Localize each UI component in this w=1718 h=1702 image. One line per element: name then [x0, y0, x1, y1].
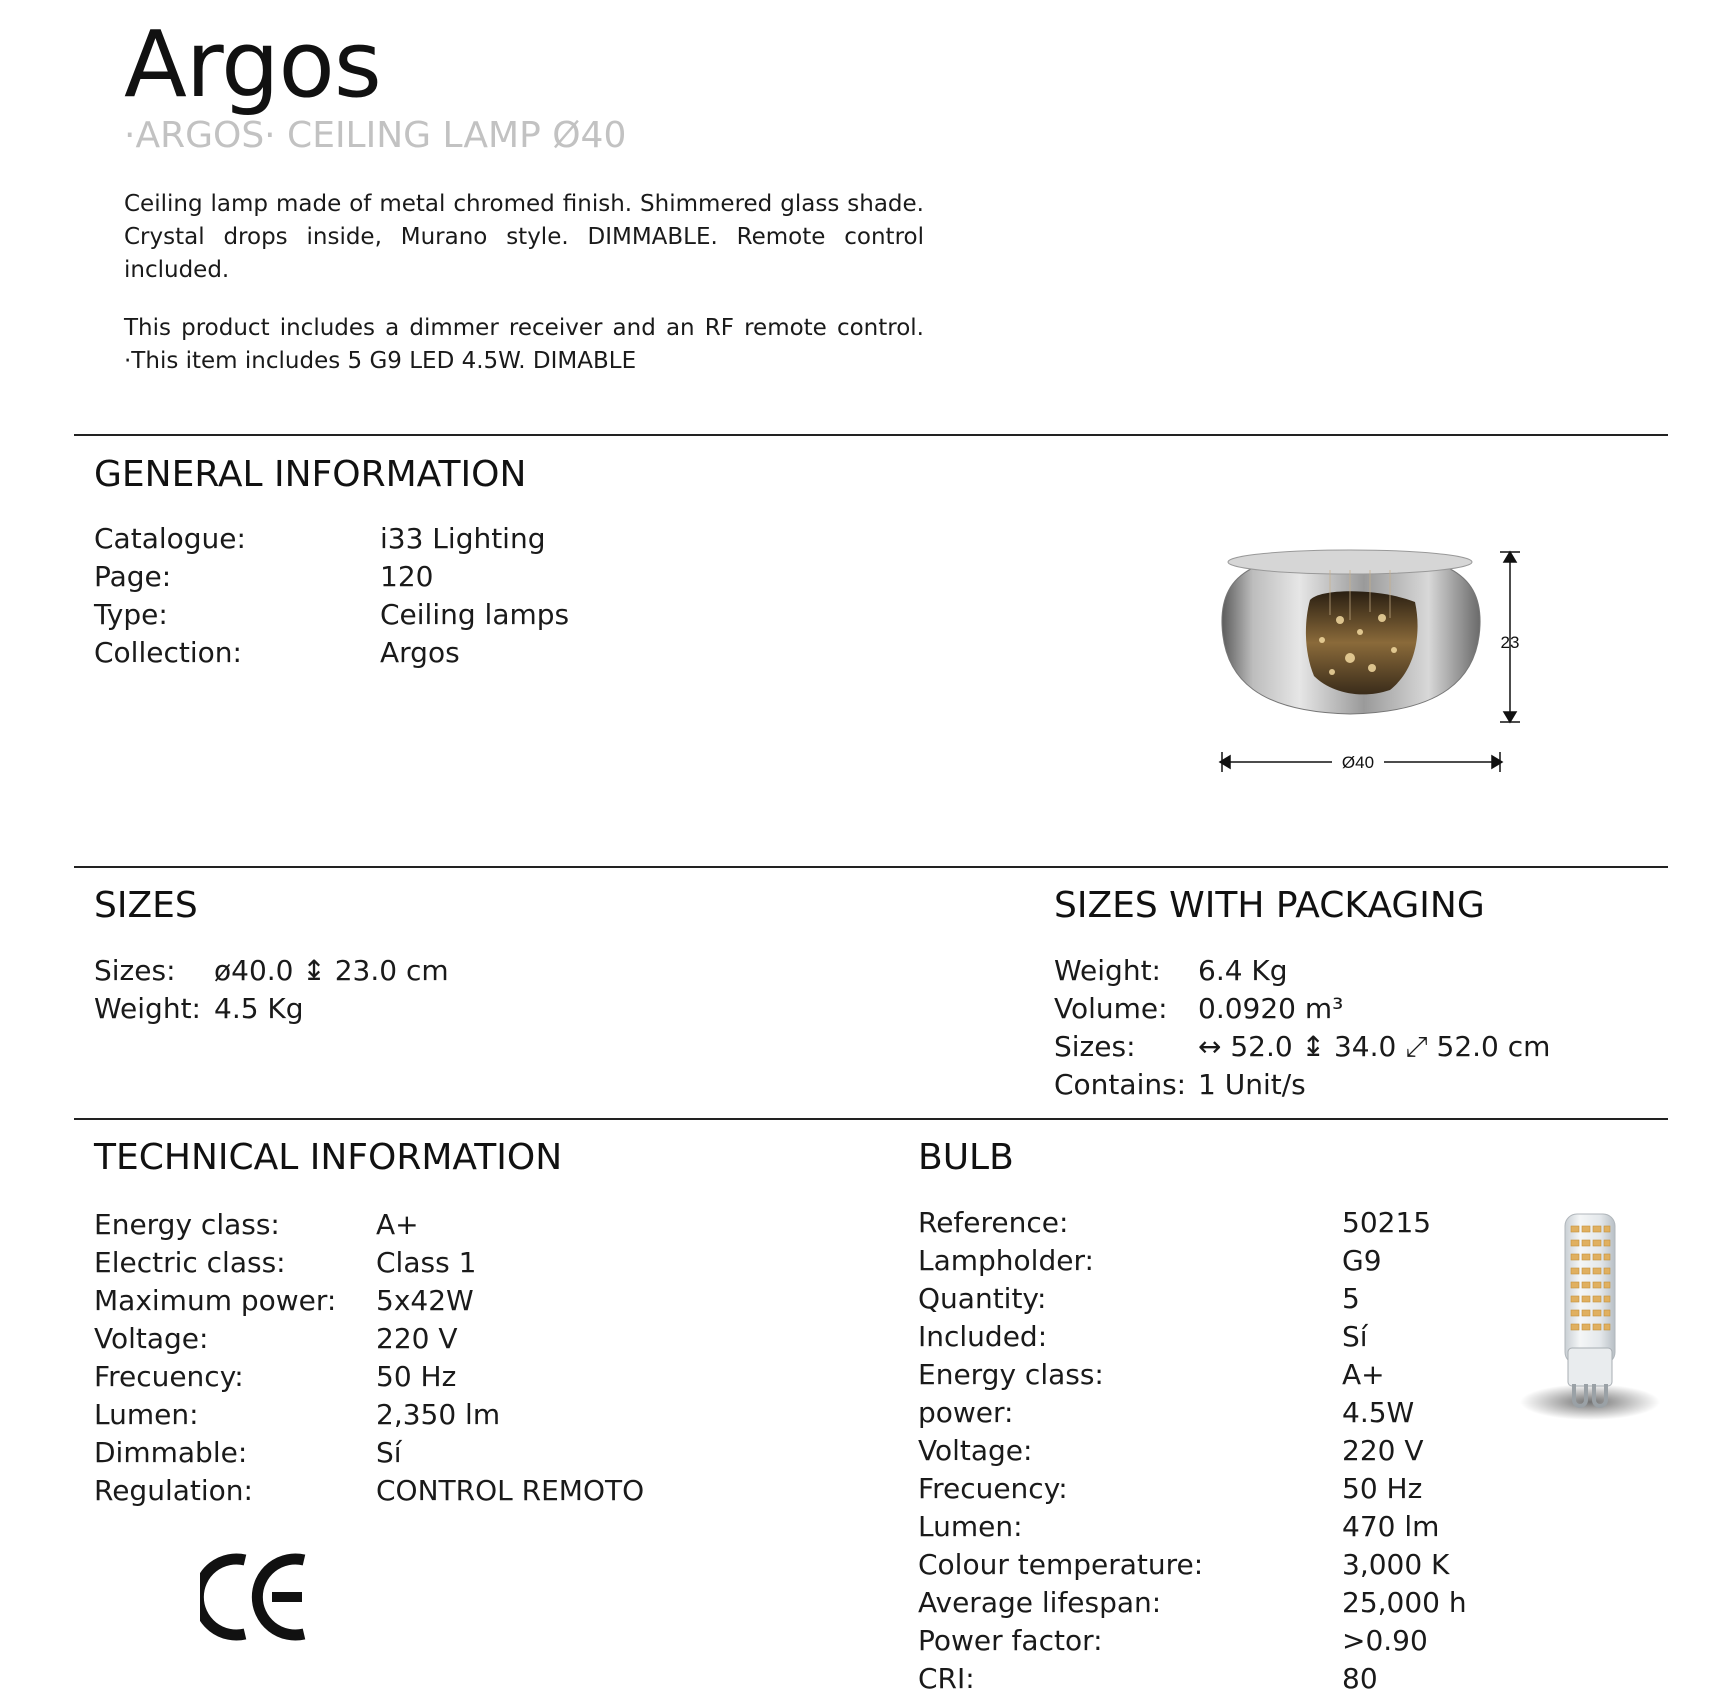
technical-row-value: Class 1: [376, 1246, 477, 1279]
bulb-row-label: Energy class:: [918, 1358, 1104, 1391]
sizes-heading: SIZES: [94, 885, 198, 926]
bulb-row-label: Quantity:: [918, 1282, 1047, 1315]
bulb-row-value: 5: [1342, 1282, 1360, 1315]
technical-row-value: 50 Hz: [376, 1360, 457, 1393]
section-divider: [74, 1118, 1668, 1120]
packaging-row-label: Sizes:: [1054, 1030, 1136, 1063]
technical-row-value: 2,350 lm: [376, 1398, 501, 1431]
bulb-row-label: CRI:: [918, 1662, 975, 1695]
bulb-row-value: 80: [1342, 1662, 1378, 1695]
bulb-row-label: Lumen:: [918, 1510, 1023, 1543]
technical-row-value: Sí: [376, 1436, 402, 1469]
lamp-illustration: [1222, 550, 1480, 714]
general-information-heading: GENERAL INFORMATION: [94, 454, 527, 495]
bulb-row-label: Colour temperature:: [918, 1548, 1204, 1581]
bulb-row-label: Included:: [918, 1320, 1048, 1353]
bulb-row-value: 50215: [1342, 1206, 1432, 1239]
section-divider: [74, 866, 1668, 868]
g9-bulb-image: [1510, 1208, 1670, 1438]
technical-row-value: CONTROL REMOTO: [376, 1474, 645, 1507]
sizes-row-value: 4.5 Kg: [214, 992, 304, 1025]
technical-row-label: Energy class:: [94, 1208, 280, 1241]
bulb-row-label: Frecuency:: [918, 1472, 1068, 1505]
product-description-bulbs: ·This item includes 5 G9 LED 4.5W. DIMABLE: [124, 348, 637, 374]
technical-row-label: Regulation:: [94, 1474, 253, 1507]
technical-row-label: Lumen:: [94, 1398, 199, 1431]
technical-row-label: Dimmable:: [94, 1436, 248, 1469]
general-row-label: Type:: [94, 598, 168, 631]
bulb-row-label: Average lifespan:: [918, 1586, 1162, 1619]
sizes-row-label: Sizes:: [94, 954, 176, 987]
technical-row-label: Maximum power:: [94, 1284, 337, 1317]
bulb-row-value: A+: [1342, 1358, 1385, 1391]
bulb-row-label: Power factor:: [918, 1624, 1103, 1657]
packaging-row-label: Volume:: [1054, 992, 1168, 1025]
technical-row-label: Electric class:: [94, 1246, 286, 1279]
diameter-dimension-label: Ø40: [1341, 753, 1375, 772]
general-row-value: 120: [380, 560, 434, 593]
general-row-label: Collection:: [94, 636, 242, 669]
bulb-row-value: 25,000 h: [1342, 1586, 1467, 1619]
section-divider: [74, 434, 1668, 436]
bulb-row-value: Sí: [1342, 1320, 1368, 1353]
bulb-row-label: Reference:: [918, 1206, 1069, 1239]
bulb-row-label: power:: [918, 1396, 1014, 1429]
general-row-label: Catalogue:: [94, 522, 246, 555]
packaging-heading: SIZES WITH PACKAGING: [1054, 885, 1485, 926]
product-title: Argos: [124, 11, 381, 118]
technical-row-value: 220 V: [376, 1322, 458, 1355]
sizes-row-value: ø40.0 ↨ 23.0 cm: [214, 954, 449, 987]
packaging-row-value: 6.4 Kg: [1198, 954, 1288, 987]
lamp-dimension-drawing: [1210, 540, 1550, 790]
bulb-row-value: 220 V: [1342, 1434, 1424, 1467]
general-row-label: Page:: [94, 560, 172, 593]
product-description-dimmer: This product includes a dimmer receiver and an RF remote control.: [124, 315, 924, 341]
packaging-row-label: Weight:: [1054, 954, 1161, 987]
ce-mark-icon: [200, 1552, 312, 1642]
bulb-row-label: Voltage:: [918, 1434, 1033, 1467]
packaging-row-value: 0.0920 m³: [1198, 992, 1344, 1025]
general-row-value: Argos: [380, 636, 460, 669]
technical-row-value: A+: [376, 1208, 419, 1241]
height-dimension-label: 23: [1500, 633, 1520, 652]
bulb-row-value: G9: [1342, 1244, 1382, 1277]
general-row-value: Ceiling lamps: [380, 598, 570, 631]
bulb-row-value: 50 Hz: [1342, 1472, 1423, 1505]
packaging-row-value: ↔ 52.0 ↨ 34.0 ⤢ 52.0 cm: [1198, 1030, 1551, 1063]
technical-information-heading: TECHNICAL INFORMATION: [94, 1137, 563, 1178]
bulb-row-label: Lampholder:: [918, 1244, 1094, 1277]
bulb-row-value: >0.90: [1342, 1624, 1428, 1657]
bulb-heading: BULB: [918, 1137, 1014, 1178]
bulb-row-value: 470 lm: [1342, 1510, 1440, 1543]
sizes-row-label: Weight:: [94, 992, 201, 1025]
packaging-row-label: Contains:: [1054, 1068, 1187, 1101]
product-subtitle: ·ARGOS· CEILING LAMP Ø40: [124, 115, 627, 156]
technical-row-label: Frecuency:: [94, 1360, 244, 1393]
product-description: Ceiling lamp made of metal chromed finish. Shimmered glass shade. Crystal drops inside, Murano style. DIMMABLE. Remote control included.: [124, 191, 924, 283]
bulb-row-value: 4.5W: [1342, 1396, 1415, 1429]
bulb-row-value: 3,000 K: [1342, 1548, 1450, 1581]
general-row-value: i33 Lighting: [380, 522, 546, 555]
technical-row-value: 5x42W: [376, 1284, 474, 1317]
technical-row-label: Voltage:: [94, 1322, 209, 1355]
packaging-row-value: 1 Unit/s: [1198, 1068, 1306, 1101]
